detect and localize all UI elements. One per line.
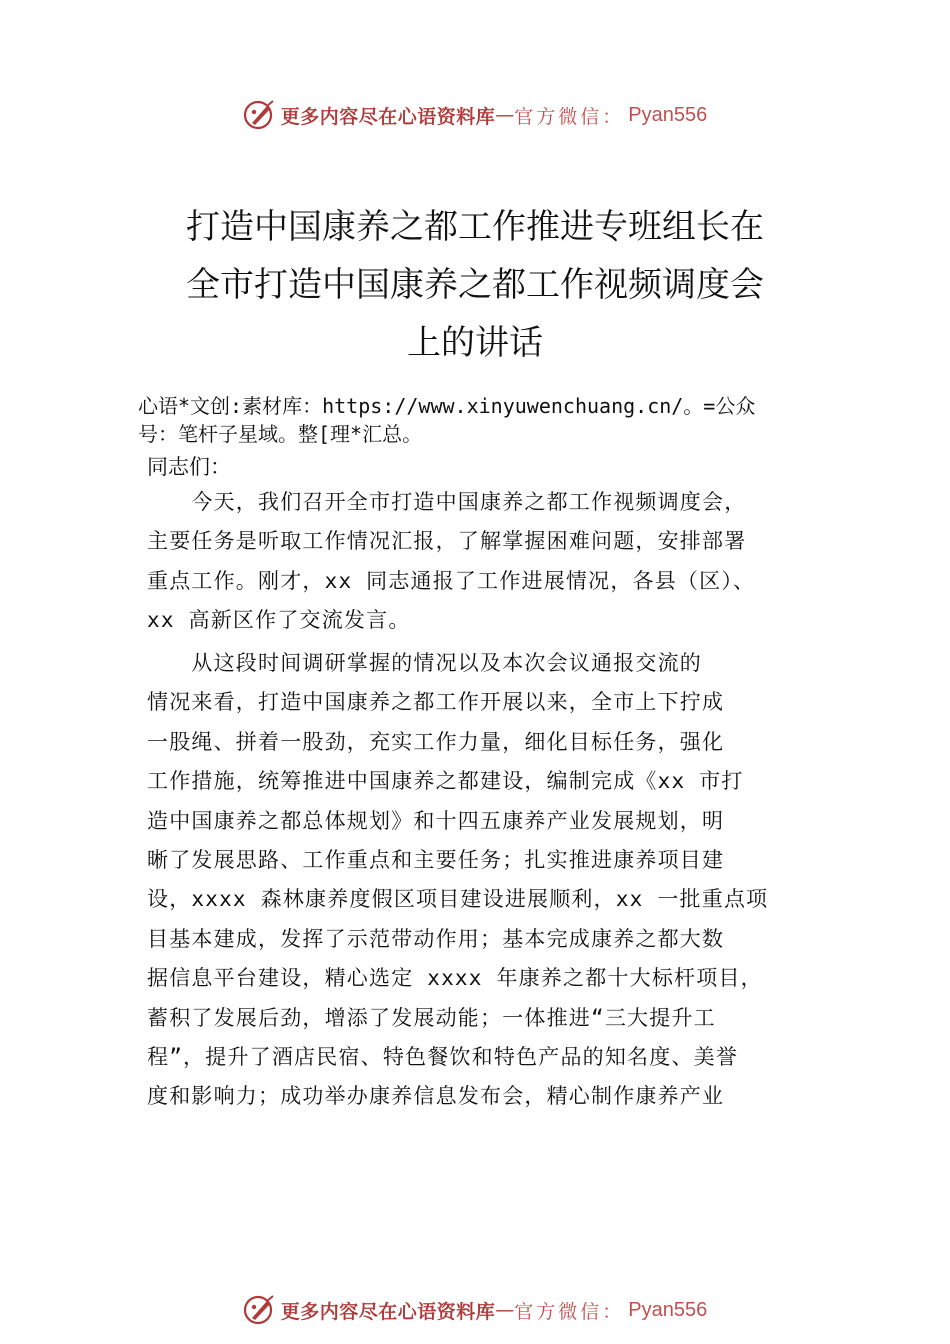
watermark-text: 更多内容尽在心语资料库 (280, 1300, 496, 1323)
paragraph-line: 重点工作。刚才，xx 同志通报了工作进展情况，各县（区）、 (147, 568, 756, 593)
paragraph-line: xx 高新区作了交流发言。 (147, 608, 411, 633)
paragraph-line: 度和影响力；成功举办康养信息发布会，精心制作康养产业 (147, 1084, 725, 1109)
watermark-text: 更多内容尽在心语资料库 (280, 105, 496, 128)
wechat-id: Pyan556 (628, 1298, 708, 1321)
paragraph-line: 从这段时间调研掌握的情况以及本次会议通报交流的 (147, 651, 702, 675)
paragraph-line: 今天，我们召开全市打造中国康养之都工作视频调度会， (147, 490, 747, 514)
source-note (138, 392, 850, 448)
title-line: 上的讲话 (407, 323, 543, 363)
wechat-label: 官方微信： (514, 1300, 625, 1323)
header-watermark (0, 95, 950, 135)
paragraph-line: 设，xxxx 森林康养度假区项目建设进展顺利，xx 一批重点项 (147, 887, 769, 912)
document-title (0, 198, 950, 372)
quill-pen-logo-icon (243, 1293, 277, 1327)
footer-watermark (0, 1290, 950, 1330)
paragraph-line: 据信息平台建设，精心选定 xxxx 年康养之都十大标杆项目， (147, 966, 763, 991)
paragraph-line: 程”，提升了酒店民宿、特色餐饮和特色产品的知名度、美誉 (147, 1044, 739, 1069)
paragraph-line: 造中国康养之都总体规划》和十四五康养产业发展规划，明 (147, 808, 725, 833)
source-note-line: 号：笔杆子星域。整[理*汇总。 (138, 422, 423, 446)
paragraph-line: 目基本建成，发挥了示范带动作用；基本完成康养之都大数 (147, 926, 725, 951)
title-line: 全市打造中国康养之都工作视频调度会 (186, 265, 764, 305)
wechat-id: Pyan556 (628, 103, 708, 126)
quill-pen-logo-icon (243, 98, 277, 132)
watermark-dash: — (495, 104, 515, 126)
paragraph-1 (147, 483, 837, 641)
paragraph-line: 工作措施，统筹推进中国康养之都建设，编制完成《xx 市打 (147, 769, 744, 794)
paragraph-line: 主要任务是听取工作情况汇报，了解掌握困难问题，安排部署 (147, 529, 747, 554)
watermark-dash: — (495, 1299, 515, 1321)
paragraph-line: 情况来看，打造中国康养之都工作开展以来，全市上下拧成 (147, 690, 725, 715)
paragraph-line: 蓄积了发展后劲，增添了发展动能；一体推进“三大提升工 (147, 1005, 716, 1030)
salutation: 同志们： (147, 455, 231, 479)
paragraph-2 (147, 644, 837, 1117)
title-line: 打造中国康养之都工作推进专班组长在 (186, 207, 764, 247)
source-note-line: 心语*文创:素材库：https://www.xinyuwenchuang.cn/。=公众 (138, 394, 756, 418)
paragraph-line: 一股绳、拼着一股劲，充实工作力量，细化目标任务，强化 (147, 729, 725, 754)
paragraph-line: 晰了发展思路、工作重点和主要任务；扎实推进康养项目建 (147, 847, 725, 872)
wechat-label: 官方微信： (514, 105, 625, 128)
